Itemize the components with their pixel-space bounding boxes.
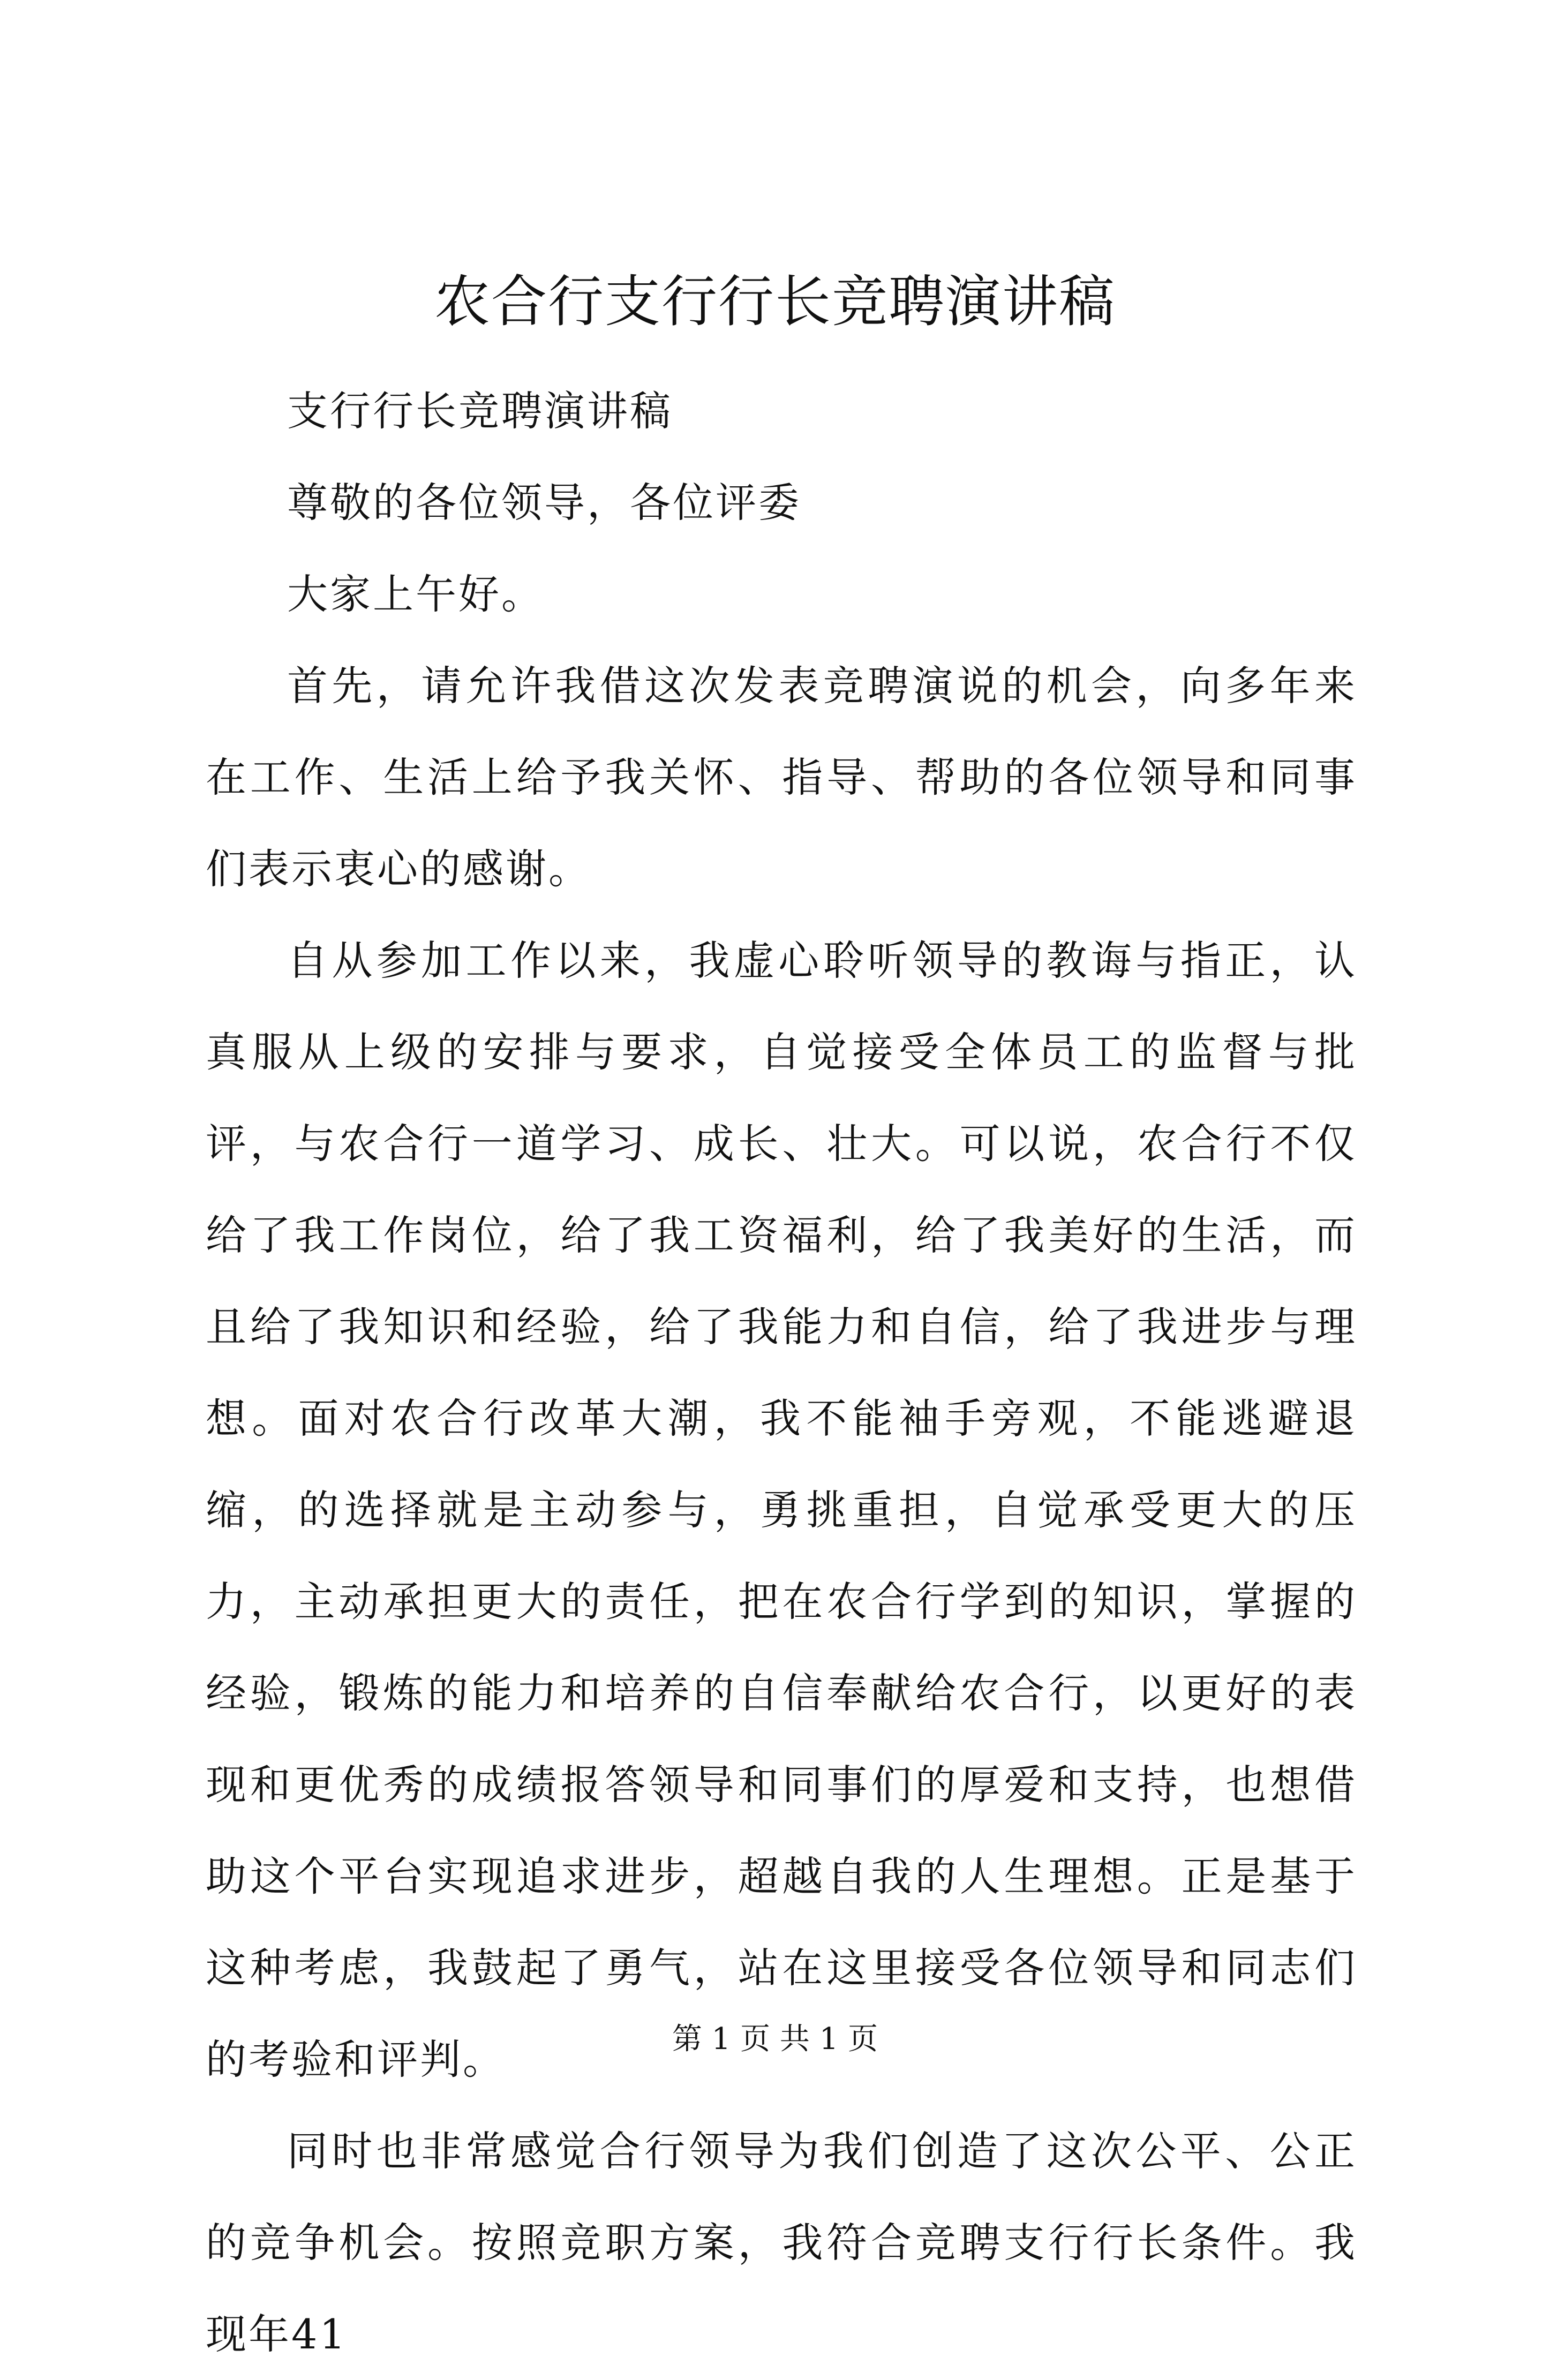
paragraph-salutation: 尊敬的各位领导，各位评委 [287, 479, 801, 526]
paragraph-qualification: 同时也非常感觉合行领导为我们创造了这次公平、公正的竞争机会。按照竞职方案，我符合竞聘支行行长条件。我现年41 [206, 2127, 1357, 2358]
paragraph-subtitle: 支行行长竞聘演讲稿 [287, 387, 673, 435]
page-number-footer: 第 1 页 共 1 页 [672, 2022, 878, 2057]
document-title: 农合行支行行长竞聘演讲稿 [434, 269, 1116, 334]
paragraph-greeting: 大家上午好。 [287, 570, 544, 618]
document-body [206, 365, 1357, 2380]
paragraph-thanks: 首先，请允许我借这次发表竞聘演说的机会，向多年来在工作、生活上给予我关怀、指导、帮助的各位领导和同事们表示衷心的感谢。 [206, 662, 1357, 893]
paragraph-experience: 自从参加工作以来，我虚心聆听领导的教诲与指正，认真服从上级的安排与要求，自觉接受全体员工的监督与批评，与农合行一道学习、成长、壮大。可以说，农合行不仅给了我工作岗位，给了我工资福利，给了我美好的生活，而且给了我知识和经验，给了我能力和自信，给了我进步与理想。面对农合行改革大潮，我不能袖手旁观，不能逃避退缩，的选择就是主动参与，勇挑重担，自觉承受更大的压力，主动承担更大的责任，把在农合行学到的知识，掌握的经验，锻炼的能力和培养的自信奉献给农合行，以更好的表现和更优秀的成绩报答领导和同事们的厚爱和支持，也想借助这个平台实现追求进步，超越自我的人生理想。正是基于这种考虑，我鼓起了勇气，站在这里接受各位领导和同志们的考验和评判。 [206, 937, 1357, 2083]
